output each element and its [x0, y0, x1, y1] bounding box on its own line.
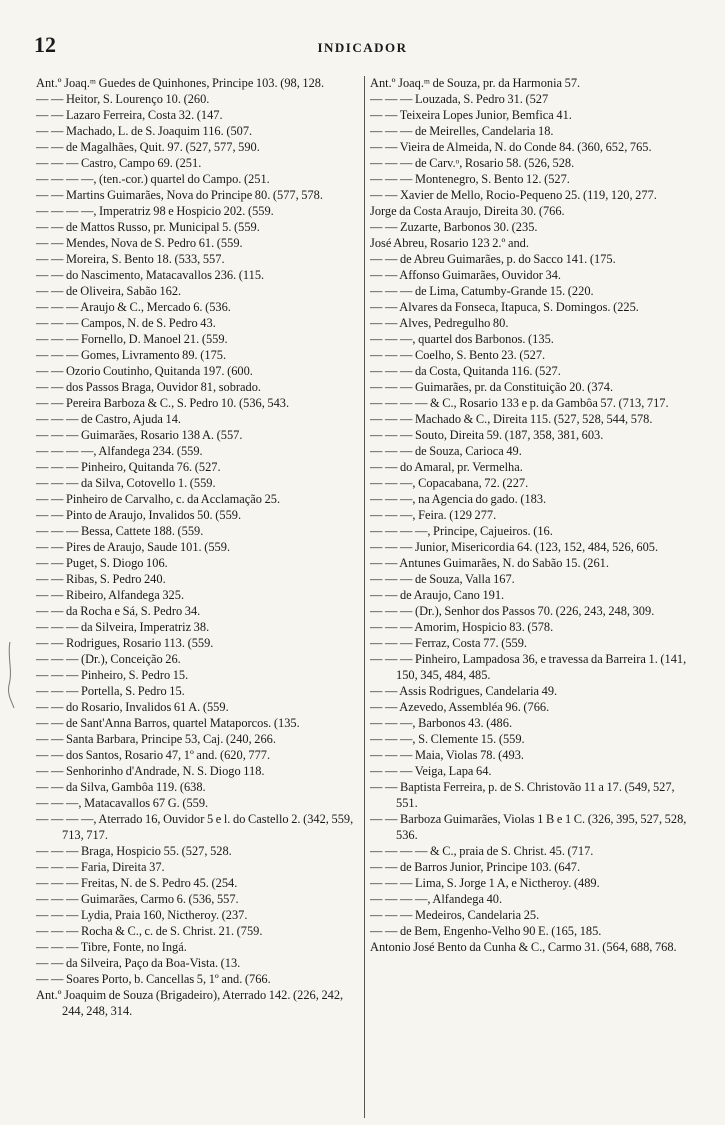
directory-entry: — — — Louzada, S. Pedro 31. (527 — [370, 92, 549, 106]
directory-entry: — — — Machado & C., Direita 115. (527, 528, 544, 578. — [370, 412, 653, 426]
directory-entry: — — — de Castro, Ajuda 14. — [36, 412, 181, 426]
directory-entry: — — — de Souza, Carioca 49. — [370, 444, 522, 458]
directory-entry: — — —, Matacavallos 67 G. (559. — [36, 796, 209, 810]
directory-entry: — — de Magalhães, Quit. 97. (527, 577, 590. — [36, 140, 260, 154]
directory-entry: — — — Bessa, Cattete 188. (559. — [36, 524, 204, 538]
directory-entry: — — — da Silva, Cotovello 1. (559. — [36, 476, 216, 490]
directory-entry: Jorge da Costa Araujo, Direita 30. (766. — [370, 204, 565, 218]
directory-entry: — — de Barros Junior, Principe 103. (647. — [370, 860, 581, 874]
directory-entry: — — Pinheiro de Carvalho, c. da Acclamação 25. — [36, 492, 281, 506]
directory-entry: — — Teixeira Lopes Junior, Bemfica 41. — [370, 108, 572, 122]
directory-entry: — — — de Meirelles, Candelaria 18. — [370, 124, 554, 138]
directory-entry: — — Soares Porto, b. Cancellas 5, 1º and. (766. — [36, 972, 271, 986]
directory-entry: — — — Veiga, Lapa 64. — [370, 764, 492, 778]
directory-entry: — — — —, Imperatriz 98 e Hospicio 202. (559. — [36, 204, 274, 218]
directory-entry: — — — Faria, Direita 37. — [36, 860, 165, 874]
directory-entry: — — da Silveira, Paço da Boa-Vista. (13. — [36, 956, 241, 970]
directory-entry: — — —, na Agencia do gado. (183. — [370, 492, 547, 506]
directory-entry: — — — —, (ten.-cor.) quartel do Campo. (251. — [36, 172, 270, 186]
directory-entry: — — — Maia, Violas 78. (493. — [370, 748, 524, 762]
directory-entry: — — Alves, Pedregulho 80. — [370, 316, 509, 330]
directory-entry: — — — Lydia, Praia 160, Nictheroy. (237. — [36, 908, 248, 922]
directory-entry: — — —, Feira. (129 277. — [370, 508, 497, 522]
directory-entry: — — — Castro, Campo 69. (251. — [36, 156, 202, 170]
directory-entry: — — Pinto de Araujo, Invalidos 50. (559. — [36, 508, 242, 522]
directory-entry: — — —, S. Clemente 15. (559. — [370, 732, 525, 746]
directory-entry: — — — Lima, S. Jorge 1 A, e Nictheroy. (489. — [370, 876, 600, 890]
page-number: 12 — [34, 32, 56, 57]
directory-entry: — — — Guimarães, Rosario 138 A. (557. — [36, 428, 243, 442]
directory-entry: — — — Fornello, D. Manoel 21. (559. — [36, 332, 228, 346]
directory-entry: — — — Guimarães, pr. da Constituição 20. (374. — [370, 380, 614, 394]
directory-entry: — — Mendes, Nova de S. Pedro 61. (559. — [36, 236, 243, 250]
directory-entry: — — — Campos, N. de S. Pedro 43. — [36, 316, 216, 330]
directory-entry: — — Affonso Guimarães, Ouvidor 34. — [370, 268, 562, 282]
directory-entry: — — Assis Rodrigues, Candelaria 49. — [370, 684, 558, 698]
directory-entry: — — — Gomes, Livramento 89. (175. — [36, 348, 227, 362]
directory-entry: — — Moreira, S. Bento 18. (533, 557. — [36, 252, 225, 266]
directory-entry: — — — da Costa, Quitanda 116. (527. — [370, 364, 561, 378]
margin-pencil-mark — [4, 640, 16, 710]
directory-entry: — — — Pinheiro, Quitanda 76. (527. — [36, 460, 221, 474]
directory-entry: — — Ozorio Coutinho, Quitanda 197. (600. — [36, 364, 253, 378]
directory-entry: — — — Pinheiro, S. Pedro 15. — [36, 668, 189, 682]
directory-entry: — — — —, Aterrado 16, Ouvidor 5 e l. do Castello 2. (342, 559, 713, 717. — [36, 812, 354, 842]
directory-entry: — — — Ferraz, Costa 77. (559. — [370, 636, 528, 650]
directory-entry: — — Lazaro Ferreira, Costa 32. (147. — [36, 108, 223, 122]
right-column — [370, 75, 688, 955]
directory-entry: — — — Medeiros, Candelaria 25. — [370, 908, 540, 922]
directory-entry: — — de Bem, Engenho-Velho 90 E. (165, 185. — [370, 924, 602, 938]
directory-entry: — — do Amaral, pr. Vermelha. — [370, 460, 523, 474]
directory-entry: — — — —, Alfandega 234. (559. — [36, 444, 203, 458]
directory-entry: — — Vieira de Almeida, N. do Conde 84. (360, 652, 765. — [370, 140, 652, 154]
directory-entry: — — Puget, S. Diogo 106. — [36, 556, 168, 570]
directory-entry: — — — de Lima, Catumby-Grande 15. (220. — [370, 284, 594, 298]
directory-entry: — — — Araujo & C., Mercado 6. (536. — [36, 300, 231, 314]
directory-entry: — — Machado, L. de S. Joaquim 116. (507. — [36, 124, 253, 138]
directory-entry: — — Rodrigues, Rosario 113. (559. — [36, 636, 214, 650]
directory-entry: Ant.º Joaquim de Souza (Brigadeiro), Aterrado 142. (226, 242, 244, 248, 314. — [36, 988, 344, 1018]
directory-entry: — — —, Copacabana, 72. (227. — [370, 476, 529, 490]
directory-entry: Ant.º Joaq.ᵐ Guedes de Quinhones, Principe 103. (98, 128. — [36, 76, 325, 90]
directory-entry: José Abreu, Rosario 123 2.º and. — [370, 236, 529, 250]
directory-entry: — — — de Carv.ᵒ, Rosario 58. (526, 528. — [370, 156, 575, 170]
directory-entry: — — — —, Alfandega 40. — [370, 892, 503, 906]
directory-entry: — — —, Barbonos 43. (486. — [370, 716, 513, 730]
directory-entry: — — Pires de Araujo, Saude 101. (559. — [36, 540, 231, 554]
directory-entry: — — Ribas, S. Pedro 240. — [36, 572, 166, 586]
directory-entry: — — — Rocha & C., c. de S. Christ. 21. (759. — [36, 924, 263, 938]
directory-entry: — — — Guimarães, Carmo 6. (536, 557. — [36, 892, 239, 906]
directory-entry: — — Baptista Ferreira, p. de S. Christovão 11 a 17. (549, 527, 551. — [370, 780, 675, 810]
directory-entry: — — — (Dr.), Senhor dos Passos 70. (226, 243, 248, 309. — [370, 604, 655, 618]
directory-entry: — — Senhorinho d'Andrade, N. S. Diogo 118. — [36, 764, 265, 778]
directory-entry: — — — Coelho, S. Bento 23. (527. — [370, 348, 546, 362]
directory-entry: — — da Silva, Gambôa 119. (638. — [36, 780, 206, 794]
directory-entry: — — Antunes Guimarães, N. do Sabão 15. (261. — [370, 556, 609, 570]
directory-entry: — — Xavier de Mello, Rocio-Pequeno 25. (119, 120, 277. — [370, 188, 657, 202]
left-column — [36, 75, 362, 1019]
directory-entry: — — Martins Guimarães, Nova do Principe 80. (577, 578. — [36, 188, 323, 202]
directory-entry: — — — — & C., praia de S. Christ. 45. (717. — [370, 844, 594, 858]
directory-entry: — — — (Dr.), Conceição 26. — [36, 652, 181, 666]
directory-entry: — — dos Santos, Rosario 47, 1º and. (620, 777. — [36, 748, 271, 762]
directory-entry: — — — Junior, Misericordia 64. (123, 152, 484, 526, 605. — [370, 540, 659, 554]
directory-entry: — — — Freitas, N. de S. Pedro 45. (254. — [36, 876, 238, 890]
directory-entry: — — — Montenegro, S. Bento 12. (527. — [370, 172, 570, 186]
running-title: INDICADOR — [317, 40, 408, 55]
directory-entry: — — Ribeiro, Alfandega 325. — [36, 588, 185, 602]
directory-entry: — — — — & C., Rosario 133 e p. da Gambôa 57. (713, 717. — [370, 396, 669, 410]
directory-entry: — — dos Passos Braga, Ouvidor 81, sobrado. — [36, 380, 262, 394]
directory-entry: — — de Araujo, Cano 191. — [370, 588, 505, 602]
directory-entry: — — Zuzarte, Barbonos 30. (235. — [370, 220, 538, 234]
directory-entry: — — — Souto, Direita 59. (187, 358, 381, 603. — [370, 428, 604, 442]
directory-entry: — — Alvares da Fonseca, Itapuca, S. Domingos. (225. — [370, 300, 639, 314]
column-divider — [364, 76, 365, 1118]
directory-entry: — — — de Souza, Valla 167. — [370, 572, 515, 586]
directory-entry: — — — Braga, Hospicio 55. (527, 528. — [36, 844, 232, 858]
directory-entry: — — do Nascimento, Matacavallos 236. (115. — [36, 268, 265, 282]
directory-entry: — — —, quartel dos Barbonos. (135. — [370, 332, 554, 346]
directory-entry: — — de Abreu Guimarães, p. do Sacco 141. (175. — [370, 252, 616, 266]
directory-entry: — — Pereira Barboza & C., S. Pedro 10. (536, 543. — [36, 396, 290, 410]
directory-entry: — — Barboza Guimarães, Violas 1 B e 1 C. (326, 395, 527, 528, 536. — [370, 812, 687, 842]
directory-entry: — — — —, Principe, Cajueiros. (16. — [370, 524, 553, 538]
directory-entry: — — — Portella, S. Pedro 15. — [36, 684, 185, 698]
directory-entry: Ant.º Joaq.ᵐ de Souza, pr. da Harmonia 57. — [370, 76, 581, 90]
directory-entry: — — da Rocha e Sá, S. Pedro 34. — [36, 604, 201, 618]
directory-entry: — — — Pinheiro, Lampadosa 36, e travessa da Barreira 1. (141, 150, 345, 484, 485. — [370, 652, 687, 682]
directory-entry: — — Heitor, S. Lourenço 10. (260. — [36, 92, 210, 106]
directory-entry: — — — da Silveira, Imperatriz 38. — [36, 620, 210, 634]
directory-entry: — — de Oliveira, Sabão 162. — [36, 284, 182, 298]
directory-entry: — — Santa Barbara, Principe 53, Caj. (240, 266. — [36, 732, 276, 746]
directory-entry: — — de Mattos Russo, pr. Municipal 5. (559. — [36, 220, 260, 234]
directory-entry: — — — Tibre, Fonte, no Ingá. — [36, 940, 187, 954]
directory-entry: — — do Rosario, Invalidos 61 A. (559. — [36, 700, 229, 714]
directory-entry: — — — Amorim, Hospicio 83. (578. — [370, 620, 554, 634]
directory-entry: — — Azevedo, Assembléa 96. (766. — [370, 700, 550, 714]
directory-entry: — — de Sant'Anna Barros, quartel Mataporcos. (135. — [36, 716, 300, 730]
directory-entry: Antonio José Bento da Cunha & C., Carmo 31. (564, 688, 768. — [370, 940, 677, 954]
